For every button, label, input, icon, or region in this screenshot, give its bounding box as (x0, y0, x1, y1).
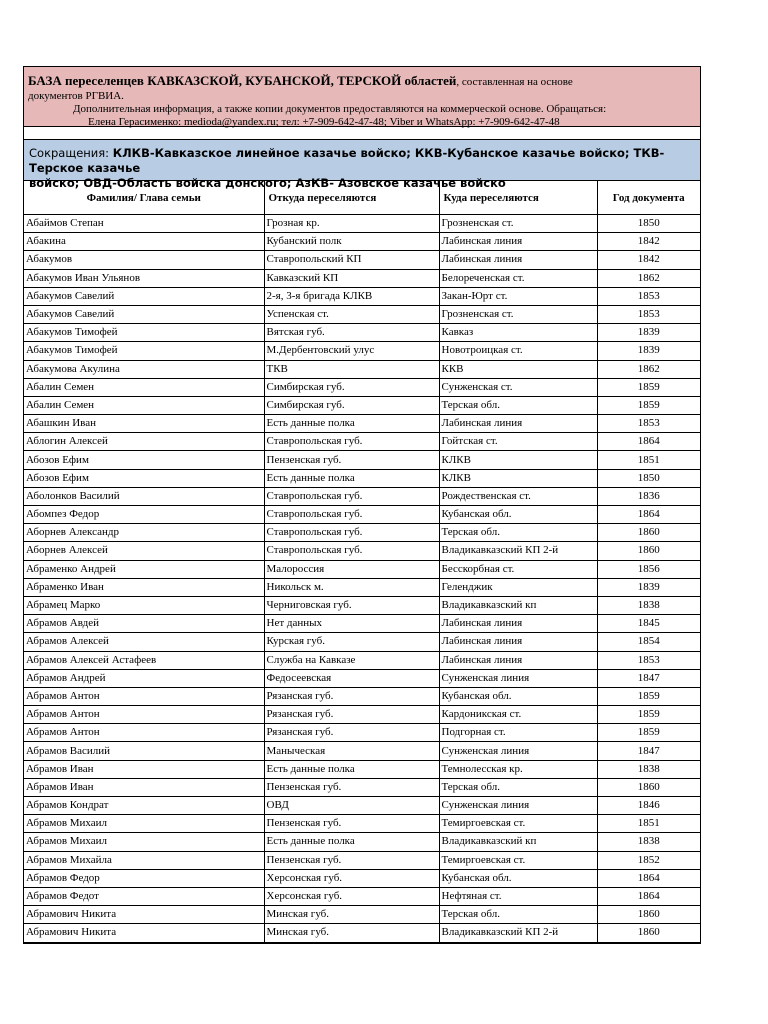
cell-to: КЛКВ (439, 469, 597, 487)
cell-surname: Абрамов Андрей (24, 669, 264, 687)
cell-to: Кубанская обл. (439, 869, 597, 887)
cell-surname: Абакина (24, 233, 264, 251)
cell-from: Ставропольская губ. (264, 524, 439, 542)
cell-surname: Абрамов Иван (24, 778, 264, 796)
cell-from: Рязанская губ. (264, 724, 439, 742)
cell-to: КЛКВ (439, 451, 597, 469)
cell-from: 2-я, 3-я бригада КЛКВ (264, 287, 439, 305)
cell-to: Белореченская ст. (439, 269, 597, 287)
cell-surname: Абакумов Савелий (24, 287, 264, 305)
cell-to: Нефтяная ст. (439, 887, 597, 905)
table-row (24, 560, 700, 578)
cell-from: Ставропольский КП (264, 251, 439, 269)
table-row (24, 305, 700, 323)
cell-year: 1860 (597, 778, 700, 796)
cell-to: Кардоникская ст. (439, 706, 597, 724)
cell-from: ТКВ (264, 360, 439, 378)
table-row (24, 233, 700, 251)
table-row (24, 433, 700, 451)
table-row (24, 651, 700, 669)
cell-to: Терская обл. (439, 906, 597, 924)
column-header-year: Год документа (597, 181, 700, 215)
table-row (24, 797, 700, 815)
cell-surname: Абрамов Михаил (24, 833, 264, 851)
cell-surname: Абрамов Иван (24, 760, 264, 778)
cell-year: 1860 (597, 924, 700, 942)
cell-from: Пензенская губ. (264, 815, 439, 833)
table-row (24, 360, 700, 378)
cell-surname: Абрамович Никита (24, 924, 264, 942)
cell-to: Кавказ (439, 324, 597, 342)
cell-from: Ставропольская губ. (264, 487, 439, 505)
cell-to: Владикавказский КП 2-й (439, 542, 597, 560)
cell-to: Темиргоевская ст. (439, 815, 597, 833)
table-row (24, 396, 700, 414)
cell-surname: Абакумов Тимофей (24, 342, 264, 360)
cell-from: Ставропольская губ. (264, 542, 439, 560)
table-row (24, 415, 700, 433)
cell-year: 1839 (597, 324, 700, 342)
cell-surname: Абакумов (24, 251, 264, 269)
table-row (24, 287, 700, 305)
cell-year: 1846 (597, 797, 700, 815)
cell-from: Успенская ст. (264, 305, 439, 323)
table-row (24, 706, 700, 724)
cell-from: М.Дербентовский улус (264, 342, 439, 360)
cell-from: Служба на Кавказе (264, 651, 439, 669)
cell-to: Терская обл. (439, 778, 597, 796)
cell-surname: Абрамец Марко (24, 596, 264, 614)
column-header-surname: Фамилия/ Глава семьи (24, 181, 264, 215)
spreadsheet (23, 66, 701, 944)
cell-year: 1864 (597, 433, 700, 451)
cell-to: Владикавказский кп (439, 833, 597, 851)
table-row (24, 469, 700, 487)
cell-year: 1856 (597, 560, 700, 578)
cell-to: Сунженская линия (439, 742, 597, 760)
cell-year: 1851 (597, 451, 700, 469)
cell-surname: Аборнев Алексей (24, 542, 264, 560)
title-line-2: документов РГВИА. (28, 90, 124, 102)
cell-surname: Абрамов Василий (24, 742, 264, 760)
table-row (24, 251, 700, 269)
cell-to: Грозненская ст. (439, 305, 597, 323)
cell-from: Кубанский полк (264, 233, 439, 251)
cell-surname: Абрамов Антон (24, 687, 264, 705)
cell-to: Кубанская обл. (439, 687, 597, 705)
table-row (24, 378, 700, 396)
table-row (24, 578, 700, 596)
cell-from: Есть данные полка (264, 415, 439, 433)
table-row (24, 869, 700, 887)
cell-year: 1851 (597, 815, 700, 833)
cell-year: 1860 (597, 906, 700, 924)
cell-surname: Абалин Семен (24, 378, 264, 396)
cell-year: 1850 (597, 215, 700, 233)
table-row (24, 506, 700, 524)
cell-year: 1859 (597, 724, 700, 742)
cell-to: Владикавказский КП 2-й (439, 924, 597, 942)
abbreviations-prefix: Сокращения: (29, 146, 113, 160)
table-row (24, 687, 700, 705)
cell-from: Рязанская губ. (264, 706, 439, 724)
cell-year: 1845 (597, 615, 700, 633)
cell-surname: Абрамов Антон (24, 706, 264, 724)
cell-year: 1853 (597, 287, 700, 305)
cell-year: 1838 (597, 833, 700, 851)
cell-surname: Абозов Ефим (24, 469, 264, 487)
cell-from: Есть данные полка (264, 469, 439, 487)
table-row (24, 615, 700, 633)
cell-from: Херсонская губ. (264, 887, 439, 905)
cell-surname: Абрамов Алексей (24, 633, 264, 651)
title-block (24, 67, 700, 127)
cell-year: 1864 (597, 506, 700, 524)
cell-surname: Аборнев Александр (24, 524, 264, 542)
cell-surname: Абрамов Алексей Астафеев (24, 651, 264, 669)
table-row (24, 269, 700, 287)
table-row (24, 760, 700, 778)
cell-from: Минская губ. (264, 906, 439, 924)
cell-from: ОВД (264, 797, 439, 815)
cell-year: 1859 (597, 706, 700, 724)
cell-from: Ставропольская губ. (264, 506, 439, 524)
contact-line: Елена Герасименко: medioda@yandex.ru; тел: +7-909-642-47-48; Viber и WhatsApp: +7-909-642-47-48 (88, 116, 560, 128)
cell-from: Есть данные полка (264, 760, 439, 778)
cell-surname: Абаймов Степан (24, 215, 264, 233)
cell-from: Нет данных (264, 615, 439, 633)
table-row (24, 524, 700, 542)
cell-year: 1839 (597, 342, 700, 360)
cell-year: 1852 (597, 851, 700, 869)
cell-year: 1842 (597, 251, 700, 269)
cell-from: Грозная кр. (264, 215, 439, 233)
cell-to: Закан-Юрт ст. (439, 287, 597, 305)
cell-year: 1854 (597, 633, 700, 651)
table-body (24, 215, 700, 943)
cell-to: Подгорная ст. (439, 724, 597, 742)
table-row (24, 342, 700, 360)
cell-year: 1859 (597, 378, 700, 396)
cell-year: 1864 (597, 869, 700, 887)
cell-year: 1860 (597, 542, 700, 560)
cell-year: 1862 (597, 360, 700, 378)
cell-year: 1847 (597, 669, 700, 687)
cell-surname: Абрамов Антон (24, 724, 264, 742)
cell-year: 1862 (597, 269, 700, 287)
cell-from: Херсонская губ. (264, 869, 439, 887)
cell-surname: Аблогин Алексей (24, 433, 264, 451)
table-row (24, 742, 700, 760)
cell-surname: Абрамов Михаил (24, 815, 264, 833)
cell-to: Лабинская линия (439, 233, 597, 251)
cell-to: Сунженская ст. (439, 378, 597, 396)
table-row (24, 906, 700, 924)
cell-to: Лабинская линия (439, 651, 597, 669)
title-bold: БАЗА переселенцев КАВКАЗСКОЙ, КУБАНСКОЙ, ТЕРСКОЙ областей (28, 73, 457, 88)
cell-to: Сунженская линия (439, 669, 597, 687)
cell-to: Геленджик (439, 578, 597, 596)
cell-year: 1850 (597, 469, 700, 487)
cell-from: Маныческая (264, 742, 439, 760)
cell-from: Кавказский КП (264, 269, 439, 287)
cell-surname: Абакумов Савелий (24, 305, 264, 323)
table-row (24, 724, 700, 742)
settlers-table (24, 181, 700, 943)
cell-surname: Абакумов Иван Ульянов (24, 269, 264, 287)
cell-surname: Абозов Ефим (24, 451, 264, 469)
cell-from: Есть данные полка (264, 833, 439, 851)
cell-from: Черниговская губ. (264, 596, 439, 614)
table-row (24, 215, 700, 233)
cell-to: Кубанская обл. (439, 506, 597, 524)
cell-year: 1839 (597, 578, 700, 596)
cell-to: Владикавказский кп (439, 596, 597, 614)
cell-from: Пензенская губ. (264, 778, 439, 796)
table-row (24, 669, 700, 687)
cell-surname: Абомпез Федор (24, 506, 264, 524)
title-line (28, 73, 696, 90)
cell-surname: Абрамов Кондрат (24, 797, 264, 815)
column-header-from: Откуда переселяются (264, 181, 439, 215)
cell-to: Темиргоевская ст. (439, 851, 597, 869)
cell-from: Вятская губ. (264, 324, 439, 342)
table-row (24, 324, 700, 342)
cell-surname: Абрамов Михайла (24, 851, 264, 869)
cell-from: Малороссия (264, 560, 439, 578)
cell-from: Симбирская губ. (264, 396, 439, 414)
cell-to: Гойтская ст. (439, 433, 597, 451)
cell-from: Рязанская губ. (264, 687, 439, 705)
cell-surname: Абалин Семен (24, 396, 264, 414)
cell-from: Пензенская губ. (264, 451, 439, 469)
table-row (24, 815, 700, 833)
table-row (24, 633, 700, 651)
cell-to: Лабинская линия (439, 615, 597, 633)
cell-from: Ставропольская губ. (264, 433, 439, 451)
cell-year: 1842 (597, 233, 700, 251)
cell-year: 1838 (597, 760, 700, 778)
cell-surname: Абрамов Федор (24, 869, 264, 887)
cell-year: 1853 (597, 305, 700, 323)
cell-from: Курская губ. (264, 633, 439, 651)
cell-to: Новотроицкая ст. (439, 342, 597, 360)
cell-year: 1836 (597, 487, 700, 505)
cell-from: Никольск м. (264, 578, 439, 596)
table-row (24, 778, 700, 796)
cell-to: Лабинская линия (439, 415, 597, 433)
cell-to: Лабинская линия (439, 251, 597, 269)
abbreviations-line-2: войско; ОВД-Область войска донского; АзКВ- Азовское казачье войско (29, 176, 506, 190)
cell-to: ККВ (439, 360, 597, 378)
cell-to: Грозненская ст. (439, 215, 597, 233)
table-row (24, 451, 700, 469)
cell-year: 1860 (597, 524, 700, 542)
cell-surname: Абрамович Никита (24, 906, 264, 924)
table-row (24, 851, 700, 869)
cell-surname: Абакумова Акулина (24, 360, 264, 378)
table-row (24, 924, 700, 942)
cell-year: 1859 (597, 396, 700, 414)
cell-year: 1847 (597, 742, 700, 760)
cell-year: 1853 (597, 415, 700, 433)
cell-surname: Абашкин Иван (24, 415, 264, 433)
table-row (24, 487, 700, 505)
cell-from: Симбирская губ. (264, 378, 439, 396)
cell-year: 1864 (597, 887, 700, 905)
table-row (24, 887, 700, 905)
cell-from: Федосеевская (264, 669, 439, 687)
cell-to: Бесскорбная ст. (439, 560, 597, 578)
abbreviations-block (24, 140, 700, 190)
cell-year: 1838 (597, 596, 700, 614)
cell-to: Рождественская ст. (439, 487, 597, 505)
cell-to: Лабинская линия (439, 633, 597, 651)
cell-to: Терская обл. (439, 524, 597, 542)
table-row (24, 833, 700, 851)
column-header-to: Куда переселяются (439, 181, 597, 215)
title-rest: , составленная на основе (456, 76, 573, 88)
cell-surname: Абраменко Андрей (24, 560, 264, 578)
cell-from: Пензенская губ. (264, 851, 439, 869)
table-row (24, 596, 700, 614)
table-row (24, 542, 700, 560)
cell-surname: Абрамов Федот (24, 887, 264, 905)
info-line: Дополнительная информация, а также копии документов предоставляются на коммерческой основе. Обращаться: (73, 103, 607, 115)
cell-from: Минская губ. (264, 924, 439, 942)
cell-surname: Абрамов Авдей (24, 615, 264, 633)
cell-to: Терская обл. (439, 396, 597, 414)
cell-surname: Аболонков Василий (24, 487, 264, 505)
abbreviations-line-1: КЛКВ-Кавказское линейное казачье войско; ККВ-Кубанское казачье войско; ТКВ-Терское казачье (29, 146, 665, 175)
cell-year: 1853 (597, 651, 700, 669)
cell-surname: Абакумов Тимофей (24, 324, 264, 342)
cell-to: Темнолесская кр. (439, 760, 597, 778)
cell-year: 1859 (597, 687, 700, 705)
cell-to: Сунженская линия (439, 797, 597, 815)
cell-surname: Абраменко Иван (24, 578, 264, 596)
